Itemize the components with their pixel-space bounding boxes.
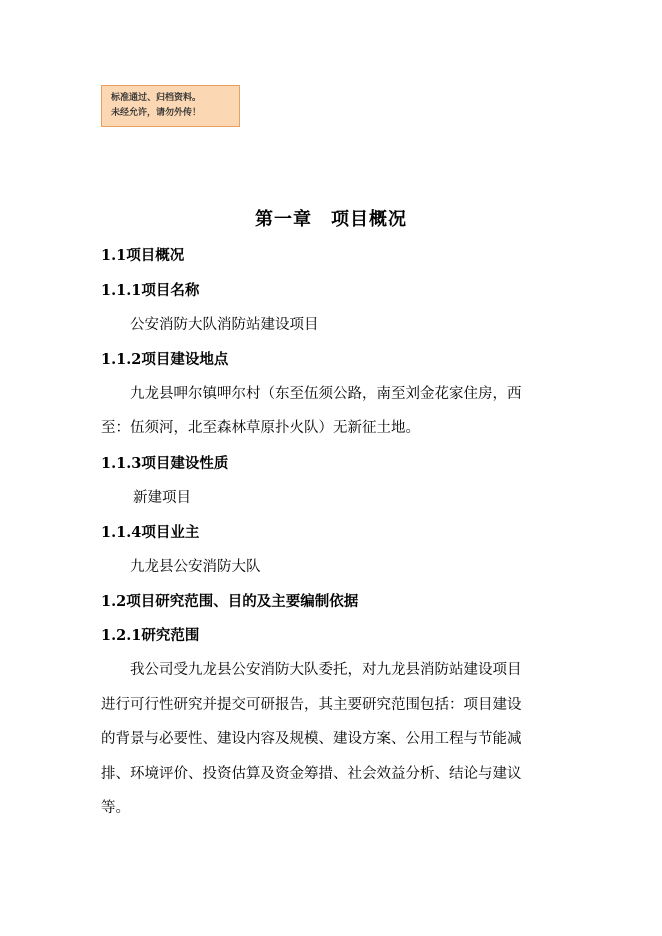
location-text-line-1: 九龙县呷尔镇呷尔村（东至伍须公路，南至刘金花家住房，西 — [130, 386, 522, 402]
stamp-line-2: 未经允许，请勿外传！ — [111, 108, 202, 118]
scope-text-line-3: 的背景与必要性、建设内容及规模、建设方案、公用工程与节能减 — [101, 731, 522, 747]
heading-1-1-4: 1.1.4项目业主 — [101, 524, 200, 541]
heading-1-2: 1.2项目研究范围、目的及主要编制依据 — [101, 593, 359, 610]
heading-1-1-1: 1.1.1项目名称 — [101, 282, 200, 299]
heading-1-1-2: 1.1.2项目建设地点 — [101, 351, 229, 368]
location-text-line-2: 至：伍须河，北至森林草原扑火队）无新征土地。 — [101, 420, 420, 436]
scope-text-line-5: 等。 — [101, 800, 130, 816]
scope-text-line-4: 排、环境评价、投资估算及资金筹措、社会效益分析、结论与建议 — [101, 766, 522, 782]
owner-text: 九龙县公安消防大队 — [130, 559, 261, 575]
nature-text: 新建项目 — [133, 490, 191, 506]
heading-1-2-1: 1.2.1研究范围 — [101, 627, 200, 644]
stamp-line-1: 标准通过、归档资料。 — [111, 93, 202, 103]
chapter-title: 第一章 项目概况 — [255, 209, 407, 230]
scope-text-line-1: 我公司受九龙县公安消防大队委托，对九龙县消防站建设项目 — [130, 662, 522, 678]
project-name-text: 公安消防大队消防站建设项目 — [130, 317, 319, 333]
approval-stamp — [101, 85, 240, 127]
scope-text-line-2: 进行可行性研究并提交可研报告，其主要研究范围包括：项目建设 — [101, 697, 522, 713]
heading-1-1: 1.1项目概况 — [101, 247, 185, 264]
heading-1-1-3: 1.1.3项目建设性质 — [101, 455, 229, 472]
